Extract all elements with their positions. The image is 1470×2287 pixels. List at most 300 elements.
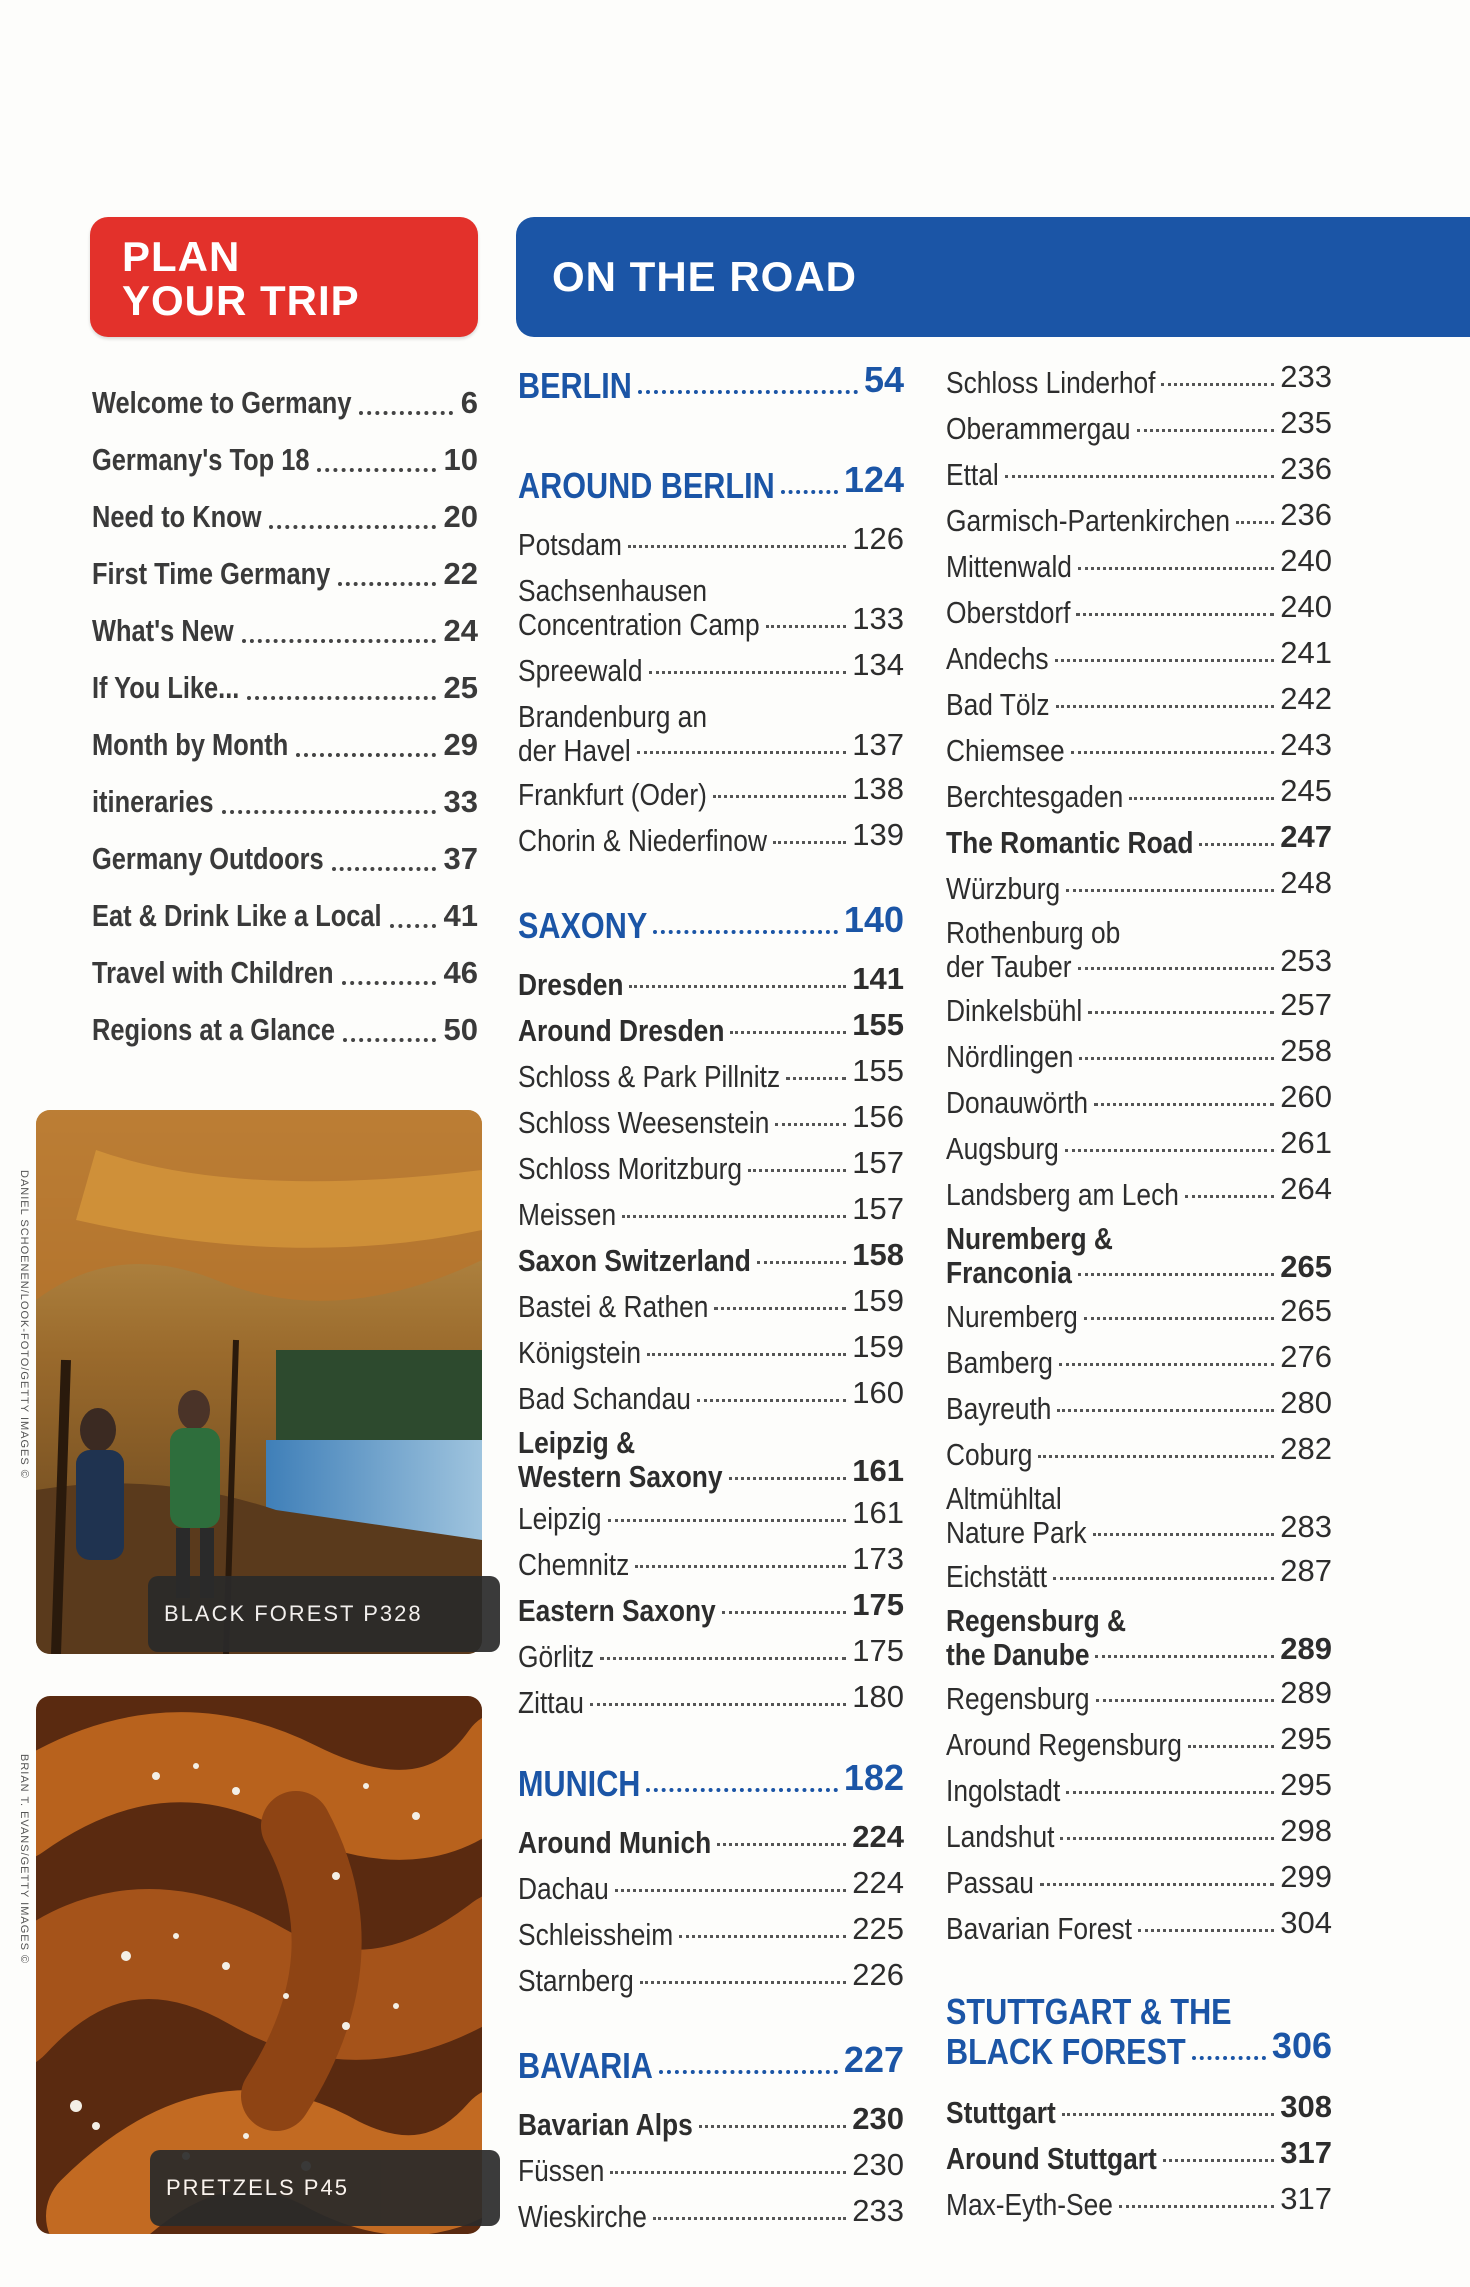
- toc-entry[interactable]: [946, 1222, 1332, 1290]
- plan-toc-title: If You Like...: [92, 669, 240, 705]
- entry-title-line: Bavarian Alps: [518, 2107, 693, 2142]
- toc-entry[interactable]: [518, 1237, 904, 1278]
- entry-page-number: 159: [852, 1283, 904, 1318]
- entry-title-line: Ettal: [946, 457, 999, 492]
- dot-leader: [679, 1935, 846, 1938]
- dot-leader: [1095, 1655, 1274, 1658]
- entry-title-line: the Danube: [946, 1637, 1090, 1672]
- dot-leader: [1096, 1699, 1275, 1702]
- plan-toc-page: 37: [443, 840, 478, 876]
- dot-leader: [1066, 1791, 1274, 1794]
- dot-leader: [722, 1611, 847, 1614]
- plan-toc-title: Regions at a Glance: [92, 1011, 335, 1047]
- entry-title-line: Wieskirche: [518, 2199, 647, 2234]
- toc-entry[interactable]: [946, 543, 1332, 584]
- plan-toc-title: itineraries: [92, 783, 214, 819]
- plan-header-line1: PLAN: [122, 233, 241, 280]
- entry-title-line: Bad Schandau: [518, 1381, 691, 1416]
- entry-title-line: Garmisch-Partenkirchen: [946, 503, 1231, 538]
- dot-leader: [635, 1565, 846, 1568]
- dot-leader: [781, 490, 838, 494]
- entry-title-line: Frankfurt (Oder): [518, 777, 707, 812]
- dot-leader: [1055, 659, 1275, 662]
- entry-page-number: 230: [852, 2147, 904, 2182]
- toc-entry[interactable]: [518, 1957, 904, 1998]
- black-forest-photo: [36, 1110, 482, 1654]
- entry-page-number: 236: [1280, 497, 1332, 532]
- entry-title-line: Ingolstadt: [946, 1773, 1061, 1808]
- entry-title-line: The Romantic Road: [946, 825, 1194, 860]
- entry-page-number: 233: [1280, 359, 1332, 394]
- plan-toc-item[interactable]: [92, 488, 478, 545]
- dot-leader: [1129, 797, 1274, 800]
- section-heading[interactable]: [518, 2039, 904, 2086]
- toc-entry[interactable]: [946, 681, 1332, 722]
- entry-page-number: 235: [1280, 405, 1332, 440]
- toc-entry[interactable]: [946, 1767, 1332, 1808]
- dot-leader: [697, 1399, 846, 1402]
- entry-page-number: 233: [852, 2193, 904, 2228]
- on-the-road-header: [516, 217, 1470, 337]
- entry-title-line: BAVARIA: [518, 2045, 653, 2086]
- toc-entry[interactable]: [518, 1819, 904, 1860]
- toc-entry[interactable]: [946, 1431, 1332, 1472]
- dot-leader: [717, 1843, 846, 1846]
- entry-page-number: 248: [1280, 865, 1332, 900]
- dot-leader: [1094, 1103, 1274, 1106]
- entry-title-line: Regensburg: [946, 1681, 1090, 1716]
- entry-page-number: 236: [1280, 451, 1332, 486]
- entry-page-number: 138: [852, 771, 904, 806]
- toc-entry[interactable]: [518, 521, 904, 562]
- toc-entry[interactable]: [518, 1495, 904, 1536]
- toc-entry[interactable]: [946, 916, 1332, 984]
- plan-toc-item[interactable]: [92, 887, 478, 944]
- toc-entry[interactable]: [518, 1633, 904, 1674]
- entry-page-number: 264: [1280, 1171, 1332, 1206]
- dot-leader: [646, 1788, 838, 1792]
- toc-entry[interactable]: [946, 1905, 1332, 1946]
- entry-title-line: Augsburg: [946, 1131, 1059, 1166]
- entry-page-number: 160: [852, 1375, 904, 1410]
- entry-title-line: Landsberg am Lech: [946, 1177, 1179, 1212]
- dot-leader: [242, 639, 436, 643]
- entry-page-number: 317: [1280, 2181, 1332, 2216]
- entry-title-line: Rothenburg ob: [946, 915, 1121, 950]
- entry-title-line: Altmühltal: [946, 1481, 1062, 1516]
- entry-page-number: 304: [1280, 1905, 1332, 1940]
- entry-page-number: 227: [843, 2039, 904, 2080]
- entry-title-line: Stuttgart: [946, 2095, 1056, 2130]
- entry-title-line: Potsdam: [518, 527, 622, 562]
- plan-toc-title: Need to Know: [92, 498, 262, 534]
- photo-caption-black-forest: BLACK FOREST P328: [148, 1576, 500, 1652]
- entry-title-line: Bastei & Rathen: [518, 1289, 709, 1324]
- plan-toc-page: 24: [443, 612, 478, 648]
- entry-page-number: 157: [852, 1145, 904, 1180]
- plan-toc-page: 6: [460, 384, 478, 420]
- entry-page-number: 225: [852, 1911, 904, 1946]
- plan-toc-item[interactable]: [92, 602, 478, 659]
- toc-entry[interactable]: [946, 1125, 1332, 1166]
- entry-page-number: 159: [852, 1329, 904, 1364]
- entry-title-line: Würzburg: [946, 871, 1061, 906]
- dot-leader: [600, 1657, 846, 1660]
- toc-entry[interactable]: [518, 2101, 904, 2142]
- section-heading[interactable]: [518, 459, 904, 506]
- entry-title-line: Max-Eyth-See: [946, 2187, 1113, 2222]
- dot-leader: [1192, 2056, 1266, 2060]
- entry-title-line: AROUND BERLIN: [518, 465, 775, 506]
- entry-title-line: MUNICH: [518, 1763, 641, 1804]
- toc-entry[interactable]: [946, 1813, 1332, 1854]
- dot-leader: [338, 582, 435, 586]
- entry-page-number: 126: [852, 521, 904, 556]
- dot-leader: [748, 1169, 846, 1172]
- dot-leader: [1236, 521, 1274, 524]
- dot-leader: [1053, 1577, 1274, 1580]
- toc-entry[interactable]: [518, 1007, 904, 1048]
- entry-page-number: 230: [852, 2101, 904, 2136]
- toc-entry[interactable]: [946, 1604, 1332, 1672]
- dot-leader: [786, 1077, 846, 1080]
- dot-leader: [1056, 705, 1275, 708]
- entry-page-number: 295: [1280, 1721, 1332, 1756]
- section-heading[interactable]: [518, 359, 904, 406]
- plan-your-trip-header: [90, 217, 478, 337]
- entry-page-number: 157: [852, 1191, 904, 1226]
- section-heading[interactable]: [946, 1992, 1332, 2072]
- plan-toc-title: Germany Outdoors: [92, 840, 324, 876]
- photo-credit-2: BRIAN T. EVANS/GETTY IMAGES ©: [18, 1754, 30, 1965]
- entry-page-number: 180: [852, 1679, 904, 1714]
- entry-title-line: Around Dresden: [518, 1013, 725, 1048]
- dot-leader: [647, 1353, 846, 1356]
- plan-toc-page: 41: [443, 897, 478, 933]
- entry-page-number: 282: [1280, 1431, 1332, 1466]
- toc-entry[interactable]: [946, 1859, 1332, 1900]
- toc-entry[interactable]: [518, 700, 904, 768]
- dot-leader: [638, 390, 858, 394]
- entry-page-number: 224: [852, 1865, 904, 1900]
- plan-toc-item[interactable]: [92, 431, 478, 488]
- toc-entry[interactable]: [518, 771, 904, 812]
- entry-page-number: 161: [852, 1453, 904, 1488]
- entry-title-line: Leipzig: [518, 1501, 602, 1536]
- entry-title-line: Coburg: [946, 1437, 1033, 1472]
- toc-entry[interactable]: [946, 1385, 1332, 1426]
- plan-toc-item[interactable]: [92, 374, 478, 431]
- entry-page-number: 308: [1280, 2089, 1332, 2124]
- dot-leader: [1038, 1455, 1274, 1458]
- dot-leader: [1065, 1149, 1274, 1152]
- toc-entry[interactable]: [946, 1721, 1332, 1762]
- toc-entry[interactable]: [518, 1099, 904, 1140]
- entry-title-line: Starnberg: [518, 1963, 634, 1998]
- entry-page-number: 158: [852, 1237, 904, 1272]
- dot-leader: [1084, 1317, 1274, 1320]
- toc-entry[interactable]: [518, 1587, 904, 1628]
- dot-leader: [1062, 2113, 1274, 2116]
- entry-title-line: Regensburg &: [946, 1603, 1127, 1638]
- toc-entry[interactable]: [946, 987, 1332, 1028]
- toc-entry[interactable]: [518, 1329, 904, 1370]
- entry-title-line: Chorin & Niederfinow: [518, 823, 767, 858]
- toc-entry[interactable]: [946, 1293, 1332, 1334]
- dot-leader: [714, 1307, 846, 1310]
- dot-leader: [342, 981, 436, 985]
- entry-title-line: Bamberg: [946, 1345, 1053, 1380]
- toc-entry[interactable]: [946, 727, 1332, 768]
- plan-toc-title: Travel with Children: [92, 954, 334, 990]
- entry-page-number: 247: [1280, 819, 1332, 854]
- entry-page-number: 124: [843, 459, 904, 500]
- entry-page-number: 226: [852, 1957, 904, 1992]
- entry-page-number: 261: [1280, 1125, 1332, 1160]
- toc-entry[interactable]: [518, 1191, 904, 1232]
- entry-title-line: Dresden: [518, 967, 624, 1002]
- dot-leader: [1057, 1409, 1274, 1412]
- entry-title-line: Around Munich: [518, 1825, 712, 1860]
- toc-entry[interactable]: [518, 961, 904, 1002]
- toc-entry[interactable]: [946, 359, 1332, 400]
- dot-leader: [1119, 2205, 1274, 2208]
- plan-toc-item[interactable]: [92, 545, 478, 602]
- entry-title-line: SAXONY: [518, 905, 648, 946]
- toc-entry[interactable]: [946, 1482, 1332, 1550]
- dot-leader: [1076, 613, 1274, 616]
- plan-toc-item[interactable]: [92, 716, 478, 773]
- dot-leader: [608, 1519, 847, 1522]
- toc-entry[interactable]: [518, 817, 904, 858]
- plan-toc-page: 33: [443, 783, 478, 819]
- entry-title-line: Nuremberg &: [946, 1221, 1113, 1256]
- dot-leader: [730, 1031, 846, 1034]
- entry-title-line: Schloss Weesenstein: [518, 1105, 770, 1140]
- toc-entry[interactable]: [946, 2135, 1332, 2176]
- entry-page-number: 54: [863, 359, 904, 400]
- entry-page-number: 134: [852, 647, 904, 682]
- dot-leader: [296, 753, 435, 757]
- dot-leader: [773, 841, 846, 844]
- photo-credit-1: DANIEL SCHOENEN/LOOK-FOTO/GETTY IMAGES ©: [18, 1170, 30, 1479]
- entry-title-line: Eichstätt: [946, 1559, 1048, 1594]
- dot-leader: [1163, 2159, 1275, 2162]
- plan-toc-page: 10: [443, 441, 478, 477]
- plan-toc-title: Welcome to Germany: [92, 384, 352, 420]
- entry-page-number: 240: [1280, 589, 1332, 624]
- plan-toc-item[interactable]: [92, 830, 478, 887]
- entry-page-number: 137: [852, 727, 904, 762]
- entry-title-line: der Tauber: [946, 949, 1072, 984]
- entry-page-number: 133: [852, 601, 904, 636]
- plan-toc-page: 50: [443, 1011, 478, 1047]
- dot-leader: [1060, 1837, 1274, 1840]
- entry-title-line: Schloss Linderhof: [946, 365, 1156, 400]
- toc-entry[interactable]: [518, 1426, 904, 1494]
- entry-title-line: Chemnitz: [518, 1547, 630, 1582]
- entry-title-line: BERLIN: [518, 365, 632, 406]
- entry-title-line: Bad Tölz: [946, 687, 1050, 722]
- dot-leader: [1078, 567, 1274, 570]
- entry-title-line: Eastern Saxony: [518, 1593, 716, 1628]
- entry-page-number: 287: [1280, 1553, 1332, 1588]
- dot-leader: [628, 545, 846, 548]
- entry-page-number: 245: [1280, 773, 1332, 808]
- toc-entry[interactable]: [518, 1541, 904, 1582]
- entry-title-line: Bavarian Forest: [946, 1911, 1133, 1946]
- entry-page-number: 140: [843, 899, 904, 940]
- toc-entry[interactable]: [946, 1079, 1332, 1120]
- plan-toc-page: 22: [443, 555, 478, 591]
- dot-leader: [775, 1123, 846, 1126]
- dot-leader: [1188, 1745, 1274, 1748]
- toc-entry[interactable]: [518, 1679, 904, 1720]
- toc-entry[interactable]: [518, 1053, 904, 1094]
- toc-entry[interactable]: [946, 865, 1332, 906]
- entry-title-line: Meissen: [518, 1197, 617, 1232]
- entry-title-line: Landshut: [946, 1819, 1055, 1854]
- toc-entry[interactable]: [946, 635, 1332, 676]
- entry-page-number: 317: [1280, 2135, 1332, 2170]
- toc-entry[interactable]: [518, 647, 904, 688]
- toc-entry[interactable]: [946, 819, 1332, 860]
- entry-title-line: der Havel: [518, 733, 631, 768]
- entry-title-line: Andechs: [946, 641, 1049, 676]
- dot-leader: [729, 1477, 847, 1480]
- entry-title-line: Schloss & Park Pillnitz: [518, 1059, 781, 1094]
- dot-leader: [615, 1889, 846, 1892]
- toc-entry[interactable]: [518, 574, 904, 642]
- entry-title-line: Donauwörth: [946, 1085, 1089, 1120]
- plan-toc-title: Month by Month: [92, 726, 289, 762]
- entry-page-number: 276: [1280, 1339, 1332, 1374]
- entry-page-number: 155: [852, 1053, 904, 1088]
- entry-title-line: Dachau: [518, 1871, 609, 1906]
- entry-page-number: 141: [852, 961, 904, 996]
- entry-title-line: Schleissheim: [518, 1917, 674, 1952]
- entry-title-line: Leipzig &: [518, 1425, 636, 1460]
- dot-leader: [343, 1038, 436, 1042]
- entry-title-line: Around Stuttgart: [946, 2141, 1157, 2176]
- dot-leader: [1185, 1195, 1274, 1198]
- entry-page-number: 241: [1280, 635, 1332, 670]
- toc-entry[interactable]: [946, 1675, 1332, 1716]
- toc-entry[interactable]: [518, 1283, 904, 1324]
- toc-entry[interactable]: [946, 1339, 1332, 1380]
- toc-entry[interactable]: [518, 1865, 904, 1906]
- toc-entry[interactable]: [946, 451, 1332, 492]
- plan-toc-page: 29: [443, 726, 478, 762]
- entry-title-line: Around Regensburg: [946, 1727, 1182, 1762]
- entry-title-line: Concentration Camp: [518, 607, 760, 642]
- plan-toc-title: Germany's Top 18: [92, 441, 310, 477]
- entry-title-line: Schloss Moritzburg: [518, 1151, 743, 1186]
- dot-leader: [1079, 1057, 1274, 1060]
- toc-entry[interactable]: [518, 1145, 904, 1186]
- dot-leader: [622, 1215, 846, 1218]
- entry-title-line: Königstein: [518, 1335, 642, 1370]
- entry-title-line: BLACK FOREST: [946, 2031, 1186, 2072]
- dot-leader: [1199, 843, 1274, 846]
- dot-leader: [1059, 1363, 1274, 1366]
- toc-entry[interactable]: [946, 1033, 1332, 1074]
- plan-toc-item[interactable]: [92, 659, 478, 716]
- dot-leader: [269, 525, 435, 529]
- toc-entry[interactable]: [518, 2193, 904, 2234]
- entry-page-number: 289: [1280, 1631, 1332, 1666]
- plan-toc-item[interactable]: [92, 1001, 478, 1058]
- toc-entry[interactable]: [946, 773, 1332, 814]
- entry-page-number: 161: [852, 1495, 904, 1530]
- toc-entry[interactable]: [518, 1911, 904, 1952]
- dot-leader: [629, 985, 846, 988]
- dot-leader: [766, 625, 847, 628]
- dot-leader: [653, 2217, 846, 2220]
- entry-page-number: 224: [852, 1819, 904, 1854]
- entry-title-line: Dinkelsbühl: [946, 993, 1083, 1028]
- dot-leader: [659, 2070, 838, 2074]
- entry-page-number: 298: [1280, 1813, 1332, 1848]
- plan-toc-item[interactable]: [92, 773, 478, 830]
- plan-toc-title: What's New: [92, 612, 234, 648]
- entry-title-line: Nördlingen: [946, 1039, 1074, 1074]
- toc-entry[interactable]: [946, 589, 1332, 630]
- entry-page-number: 175: [852, 1587, 904, 1622]
- toc-entry[interactable]: [946, 405, 1332, 446]
- dot-leader: [757, 1261, 846, 1264]
- on-the-road-title: ON THE ROAD: [552, 253, 857, 300]
- plan-toc-list: [92, 374, 478, 1058]
- entry-title-line: Passau: [946, 1865, 1034, 1900]
- dot-leader: [713, 795, 846, 798]
- entry-title-line: Nuremberg: [946, 1299, 1078, 1334]
- plan-toc-title: First Time Germany: [92, 555, 331, 591]
- plan-toc-page: 20: [443, 498, 478, 534]
- toc-entry[interactable]: [946, 2181, 1332, 2222]
- entry-title-line: Berchtesgaden: [946, 779, 1124, 814]
- entry-page-number: 299: [1280, 1859, 1332, 1894]
- plan-toc-item[interactable]: [92, 944, 478, 1001]
- toc-entry[interactable]: [518, 2147, 904, 2188]
- toc-entry[interactable]: [946, 497, 1332, 538]
- dot-leader: [590, 1703, 846, 1706]
- dot-leader: [222, 810, 436, 814]
- dot-leader: [1138, 1929, 1274, 1932]
- entry-page-number: 260: [1280, 1079, 1332, 1114]
- dot-leader: [610, 2171, 846, 2174]
- toc-entry[interactable]: [946, 1171, 1332, 1212]
- section-heading[interactable]: [518, 899, 904, 946]
- dot-leader: [1093, 1533, 1275, 1536]
- dot-leader: [649, 671, 847, 674]
- plan-toc-title: Eat & Drink Like a Local: [92, 897, 382, 933]
- entry-title-line: Oberstdorf: [946, 595, 1071, 630]
- entry-title-line: Spreewald: [518, 653, 643, 688]
- section-heading[interactable]: [518, 1757, 904, 1804]
- plan-header-line2: YOUR TRIP: [122, 277, 360, 324]
- entry-page-number: 265: [1280, 1293, 1332, 1328]
- dot-leader: [1071, 751, 1275, 754]
- entry-title-line: Oberammergau: [946, 411, 1131, 446]
- toc-entry[interactable]: [946, 1553, 1332, 1594]
- toc-entry[interactable]: [946, 2089, 1332, 2130]
- entry-title-line: Western Saxony: [518, 1459, 723, 1494]
- entry-title-line: Füssen: [518, 2153, 605, 2188]
- entry-title-line: Franconia: [946, 1255, 1072, 1290]
- toc-entry[interactable]: [518, 1375, 904, 1416]
- entry-title-line: Bayreuth: [946, 1391, 1052, 1426]
